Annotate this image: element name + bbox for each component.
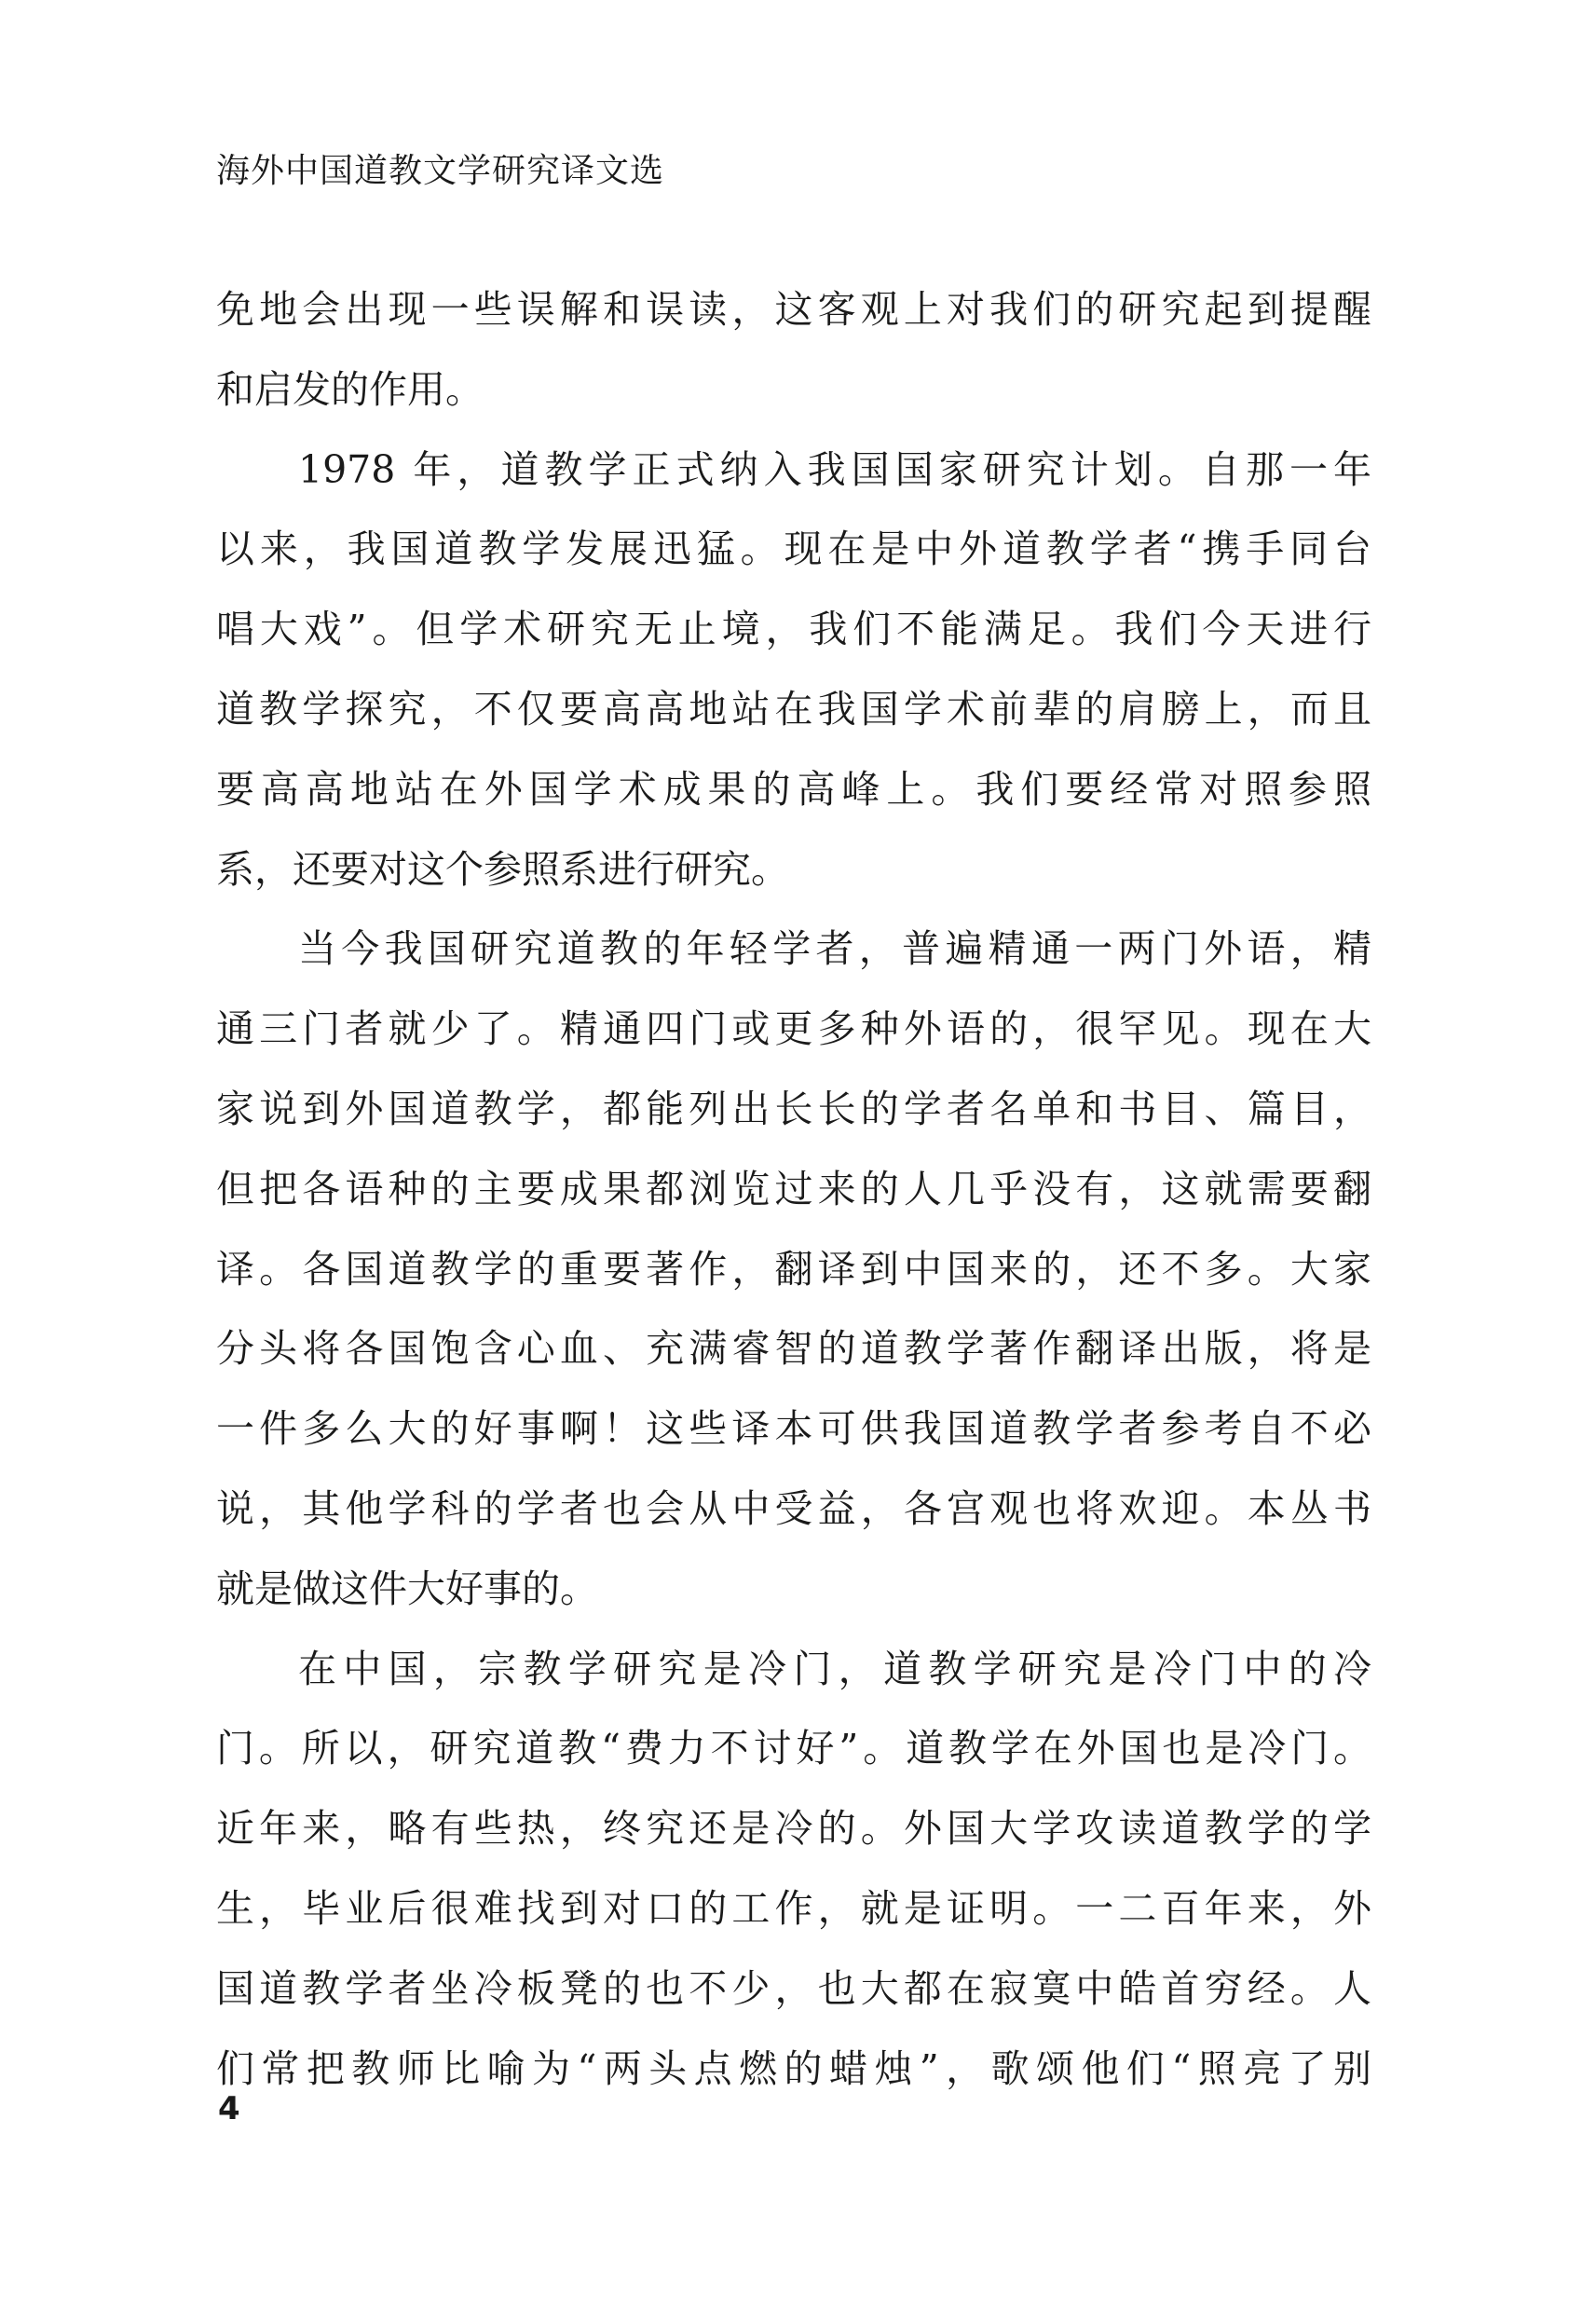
text-line: 系，还要对这个参照系进行研究。 [216, 846, 789, 892]
text-line: 唱大戏”。但学术研究无止境，我们不能满足。我们今天进行 [216, 607, 1371, 652]
text-line: 们常把教师比喻为“两头点燃的蜡烛”，歌颂他们“照亮了别 [216, 2045, 1371, 2091]
text-line: 要高高地站在外国学术成果的高峰上。我们要经常对照参照 [216, 766, 1371, 812]
text-line: 免地会出现一些误解和误读，这客观上对我们的研究起到提醒 [216, 287, 1371, 332]
text-line: 说，其他学科的学者也会从中受益，各宫观也将欢迎。本丛书 [216, 1485, 1371, 1531]
paragraph-first-line: 当今我国研究道教的年轻学者，普遍精通一两门外语，精 [298, 926, 1371, 972]
paragraph-first-line: 1978 年，道教学正式纳入我国国家研究计划。自那一年 [298, 446, 1371, 492]
body-text [216, 270, 1371, 2109]
text-line: 国道教学者坐冷板凳的也不少，也大都在寂寞中皓首穷经。人 [216, 1965, 1371, 2011]
text-line: 以来，我国道教学发展迅猛。现在是中外道教学者“携手同台 [216, 526, 1371, 572]
paragraph-first-line: 在中国，宗教学研究是冷门，道教学研究是冷门中的冷 [298, 1646, 1371, 1691]
text-line: 门。所以，研究道教“费力不讨好”。道教学在外国也是冷门。 [216, 1726, 1371, 1771]
text-line: 但把各语种的主要成果都浏览过来的人几乎没有，这就需要翻 [216, 1166, 1371, 1211]
text-line: 和启发的作用。 [216, 366, 484, 412]
text-line: 就是做这件大好事的。 [216, 1566, 598, 1611]
text-line: 译。各国道教学的重要著作，翻译到中国来的，还不多。大家 [216, 1246, 1371, 1292]
text-line: 分头将各国饱含心血、充满睿智的道教学著作翻译出版，将是 [216, 1326, 1371, 1372]
text-line: 一件多么大的好事啊！这些译本可供我国道教学者参考自不必 [216, 1406, 1371, 1452]
text-line: 近年来，略有些热，终究还是冷的。外国大学攻读道教学的学 [216, 1806, 1371, 1852]
text-line: 道教学探究，不仅要高高地站在我国学术前辈的肩膀上，而且 [216, 686, 1371, 732]
running-header: 海外中国道教文学研究译文选 [216, 152, 665, 190]
page-number: 4 [218, 2090, 240, 2127]
text-line: 家说到外国道教学，都能列出长长的学者名单和书目、篇目， [216, 1086, 1371, 1131]
text-line: 通三门者就少了。精通四门或更多种外语的，很罕见。现在大 [216, 1006, 1371, 1052]
text-line: 生，毕业后很难找到对口的工作，就是证明。一二百年来，外 [216, 1885, 1371, 1931]
